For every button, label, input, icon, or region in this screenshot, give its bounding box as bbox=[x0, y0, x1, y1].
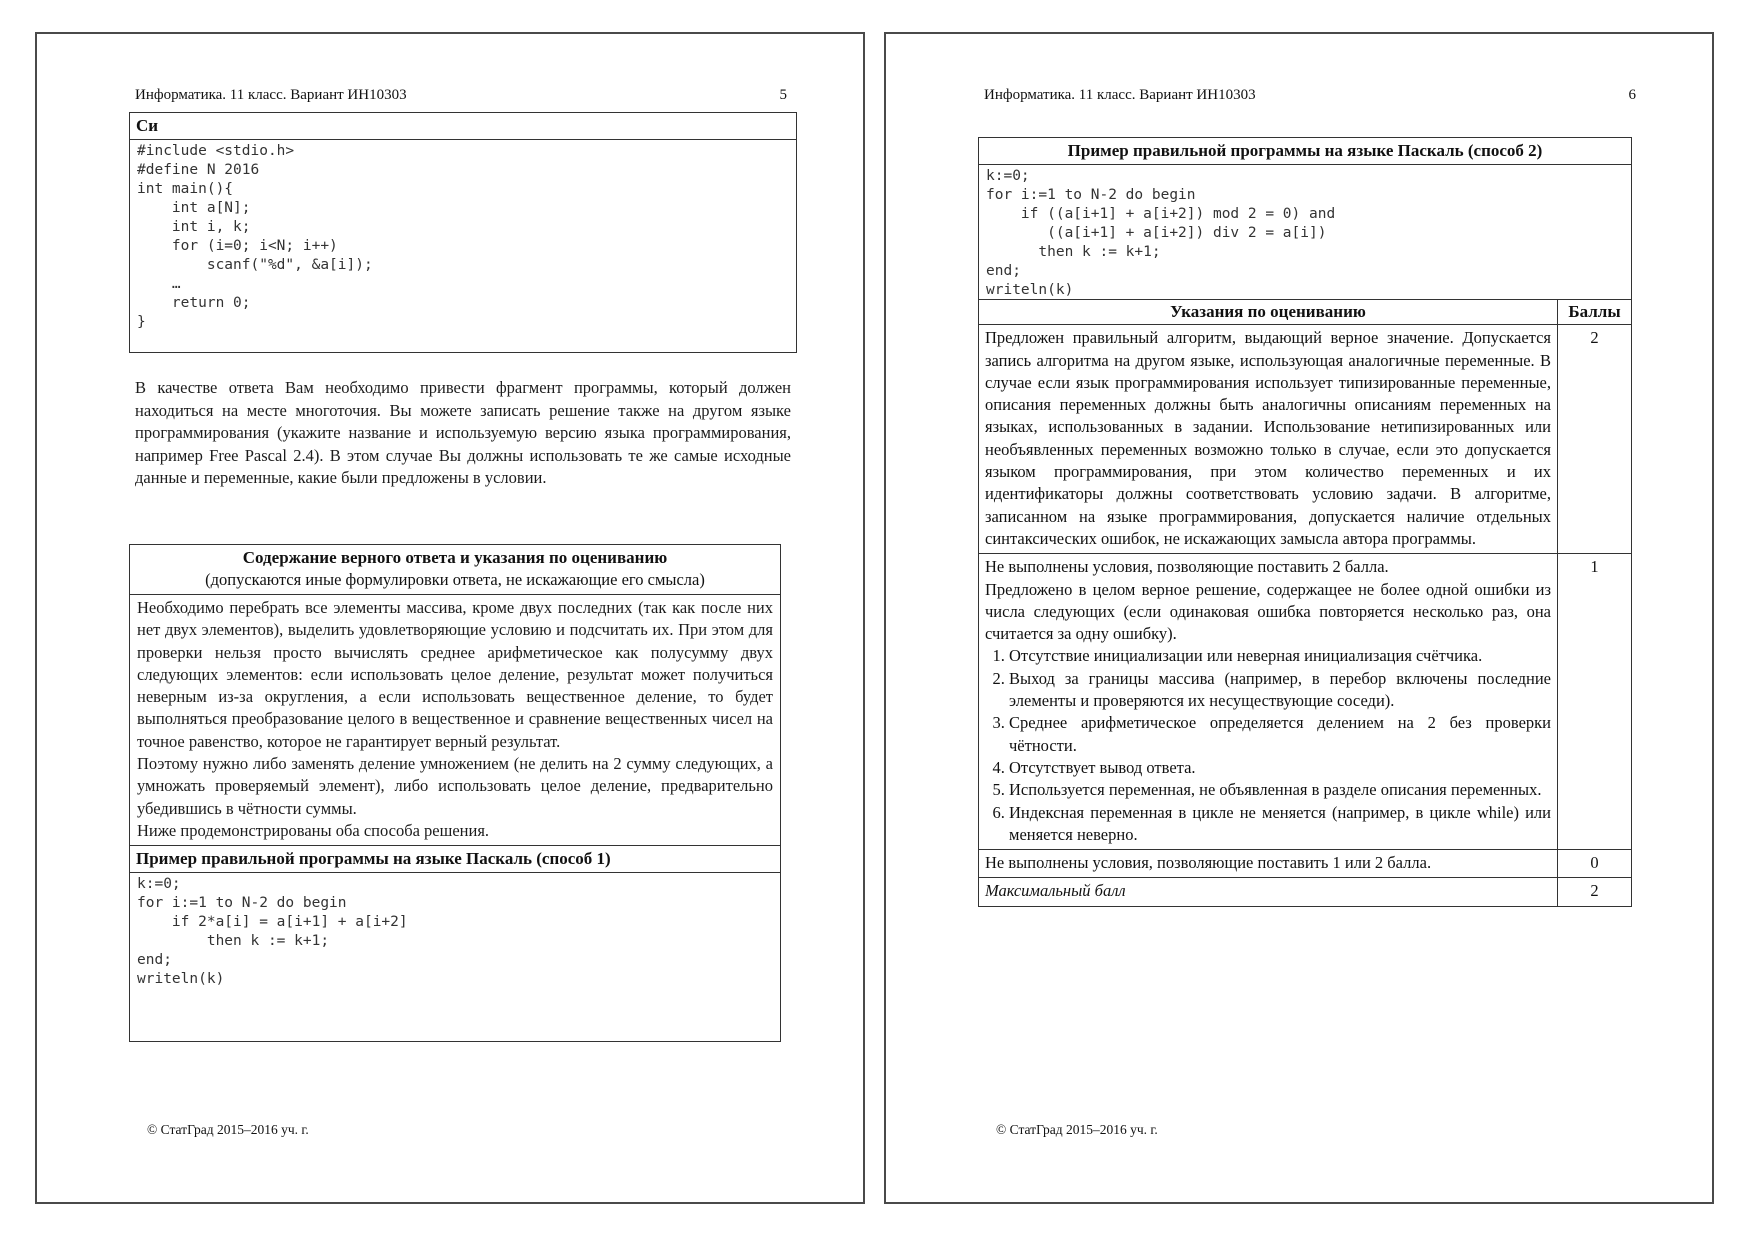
page-footer: © СтатГрад 2015–2016 уч. г. bbox=[996, 1122, 1158, 1137]
list-item: 2. Выход за границы массива (например, в перебор включены последние элементы и проверяются их несуществующие соседи). bbox=[1009, 668, 1551, 713]
list-item: 1. Отсутствие инициализации или неверная инициализация счётчика. bbox=[1009, 645, 1551, 667]
answer-explanation bbox=[130, 595, 780, 846]
c-code-title: Си bbox=[130, 113, 796, 140]
list-item: 5. Используется переменная, не объявленная в разделе описания переменных. bbox=[1009, 779, 1551, 801]
answer-table-header bbox=[130, 545, 780, 595]
explanation-paragraph-1: Необходимо перебрать все элементы массива, кроме двух последних (так как после них нет двух элементов), выделить удовлетворяющие условию и подсчитать их. При этом для проверки нельзя просто вычислять среднее арифметическое как полусумму двух следующих элементов: если использовать целое деление, результат может получиться неверным из-за округления, а если использовать вещественное деление, то будет выполняться преобразование целого в вещественное и сравнение вещественных чисел на точное равенство, которое не гарантирует верный результат. bbox=[137, 598, 773, 751]
max-score-label: Максимальный балл bbox=[979, 878, 1558, 906]
list-item: 6. Индексная переменная в цикле не меняется (например, в цикле while) или меняется неверно. bbox=[1009, 802, 1551, 847]
page-footer: © СтатГрад 2015–2016 уч. г. bbox=[147, 1122, 309, 1137]
explanation-paragraph-3: Ниже продемонстрированы оба способа решения. bbox=[137, 820, 490, 840]
grading-row-2-points bbox=[979, 325, 1632, 554]
error-list bbox=[985, 645, 1551, 846]
points-value: 1 bbox=[1558, 554, 1632, 850]
c-code-block bbox=[129, 112, 797, 353]
answer-table-subtitle: (допускаются иные формулировки ответа, не искажающие его смысла) bbox=[205, 570, 705, 589]
page-number: 5 bbox=[779, 87, 787, 103]
page-6 bbox=[884, 32, 1714, 1204]
answer-table bbox=[129, 544, 781, 1042]
pascal-1-code: k:=0; for i:=1 to N-2 do begin if 2*a[i] = a[i+1] + a[i+2] then k := k+1; end; writeln(k) bbox=[137, 876, 408, 988]
grading-row-1-point bbox=[979, 554, 1632, 850]
criteria-intro-2: Предложено в целом верное решение, содержащее не более одной ошибки из числа следующих (если одинаковая ошибка повторяется несколько раз, она считается за одну ошибку). bbox=[985, 579, 1551, 644]
pascal-2-title: Пример правильной программы на языке Паскаль (способ 2) bbox=[979, 138, 1631, 165]
list-item: 4. Отсутствует вывод ответа. bbox=[1009, 757, 1551, 779]
c-code: #include <stdio.h> #define N 2016 int main(){ int a[N]; int i, k; for (i=0; i<N; i++) scanf("%d", &a[i]); … return 0; } bbox=[137, 143, 373, 330]
page-5 bbox=[35, 32, 865, 1204]
page-header bbox=[984, 87, 1636, 104]
points-value: 2 bbox=[1558, 325, 1632, 554]
points-value: 0 bbox=[1558, 850, 1632, 878]
header-title: Информатика. 11 класс. Вариант ИН10303 bbox=[984, 87, 1256, 103]
criteria-text bbox=[979, 554, 1558, 850]
page-header bbox=[135, 87, 787, 104]
list-item: 3. Среднее арифметическое определяется делением на 2 без проверки чётности. bbox=[1009, 712, 1551, 757]
grading-table bbox=[978, 299, 1632, 907]
answer-table-title: Содержание верного ответа и указания по оцениванию bbox=[242, 548, 668, 567]
points-column-header: Баллы bbox=[1558, 300, 1632, 325]
pascal-2-code: k:=0; for i:=1 to N-2 do begin if ((a[i+1] + a[i+2]) mod 2 = 0) and ((a[i+1] + a[i+2]) div 2 = a[i]) then k := k+1; end; writeln(k) bbox=[986, 168, 1336, 298]
criteria-text: Предложен правильный алгоритм, выдающий верное значение. Допускается запись алгоритма на другом языке, использующая аналогичные переменные. В случае если язык программирования использует типизированные переменные, описания переменных должны быть аналогичны описаниям переменных на языках, использованных в задании. Использование нетипизированных или необъявленных переменных возможно только в случае, если это допускается языком программирования, при этом количество переменных и их идентификаторы должны соответствовать условию задачи. В алгоритме, записанном на языке программирования, допускается наличие отдельных синтаксических ошибок, не искажающих замысла автора программы. bbox=[979, 325, 1558, 554]
page-number: 6 bbox=[1628, 87, 1636, 103]
pascal-1-title: Пример правильной программы на языке Паскаль (способ 1) bbox=[130, 846, 780, 873]
criteria-intro-1: Не выполнены условия, позволяющие поставить 2 балла. bbox=[985, 557, 1389, 577]
explanation-paragraph-2: Поэтому нужно либо заменять деление умножением (не делить на 2 сумму следующих, а умножать проверяемый элемент), либо использовать целое деление, предварительно убедившись в чётности суммы. bbox=[137, 754, 773, 818]
header-title: Информатика. 11 класс. Вариант ИН10303 bbox=[135, 87, 407, 103]
max-score-value: 2 bbox=[1558, 878, 1632, 906]
grading-header-row bbox=[979, 300, 1632, 325]
grading-row-0-points bbox=[979, 850, 1632, 878]
answer-instructions: В качестве ответа Вам необходимо привести фрагмент программы, который должен находиться на месте многоточия. Вы можете записать решение также на другом языке программирования (укажите название и используемую версию языка программирования, например Free Pascal 2.4). В этом случае Вы должны использовать те же самые исходные данные и переменные, какие были предложены в условии. bbox=[135, 378, 791, 487]
criteria-column-header: Указания по оцениванию bbox=[979, 300, 1558, 325]
pascal-2-block bbox=[978, 137, 1632, 300]
criteria-text: Не выполнены условия, позволяющие поставить 1 или 2 балла. bbox=[979, 850, 1558, 878]
grading-max-row bbox=[979, 878, 1632, 906]
